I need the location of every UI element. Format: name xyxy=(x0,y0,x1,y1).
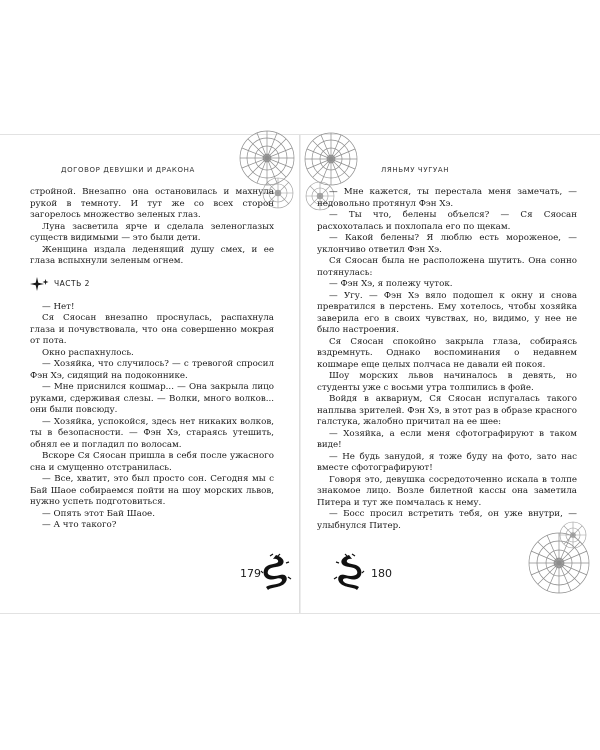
paragraph: — Опять этот Бай Шаое. xyxy=(42,508,155,519)
paragraph: — Какой белены? Я люблю есть мороженое, — уклончиво ответил Фэн Хэ. xyxy=(317,233,577,255)
rosette-ornament xyxy=(303,131,359,187)
paragraph: стройной. Внезапно она остановилась и махнула рукой в темноту. И тут же со всех сторон загорелось множество зеленых глаз. xyxy=(30,187,274,220)
body-text xyxy=(317,187,577,532)
paragraph: Ся Сяосан внезапно проснулась, распахнула глаза и почувствовала, что она совершенно мокрая от пота. xyxy=(30,313,274,346)
paragraph: — Фэн Хэ, я полежу чуток. xyxy=(329,279,453,289)
body-text xyxy=(30,187,274,532)
paragraph: — Босс просил встретить тебя, он уже внутри, — улыбнулся Питер. xyxy=(317,509,577,531)
page-number: 180 xyxy=(371,567,392,580)
paragraph: Луна засветила ярче и сделала зеленоглазых существ видимыми — это были дети. xyxy=(30,221,274,243)
paragraph: — Угу. — Фэн Хэ вяло подошел к окну и снова превратился в перстень. Ему хотелось, чтобы хозяйка заверила его в своих чувствах, но, видимо, у нее не было настроения. xyxy=(317,290,577,335)
paragraph: Женщина издала леденящий душу смех, и ее глаза вспыхнули зеленым огнем. xyxy=(30,244,274,266)
paragraph: — Хозяйка, что случилось? — с тревогой спросил Фэн Хэ, сидящий на подоконнике. xyxy=(30,359,274,381)
dragon-icon xyxy=(333,553,365,593)
right-page xyxy=(301,135,600,613)
paragraph: — Нет! xyxy=(42,301,75,312)
paragraph: — Хозяйка, успокойся, здесь нет никаких волков, ты в безопасности. — Фэн Хэ, стараясь утешить, обнял ее и погладил по волосам. xyxy=(30,416,274,450)
paragraph: — Мне приснился кошмар... — Она закрыла лицо руками, сдерживая слезы. — Волки, много волков... они были повсюду. xyxy=(30,382,274,415)
paragraph: — Не будь занудой, я тоже буду на фото, зато нас вместе сфотографируют! xyxy=(317,451,577,473)
paragraph: Ся Сяосан спокойно закрыла глаза, собираясь вздремнуть. Однако воспоминания о недавнем кошмаре еще целых полчаса не давали ей покоя. xyxy=(317,336,577,370)
paragraph: — Хозяйка, а если меня сфотографируют в таком виде! xyxy=(317,428,577,450)
running-head: ЛЯНЬМУ ЧУГУАН xyxy=(381,166,450,174)
paragraph: Говоря это, девушка сосредоточенно искала в толпе знакомое лицо. Возле билетной кассы она заметила Питера и тут же помчалась к нему. xyxy=(317,474,577,508)
chapter-heading xyxy=(30,276,274,292)
paragraph: Ся Сяосан была не расположена шутить. Она сонно потянулась: xyxy=(317,256,577,278)
running-head: ДОГОВОР ДЕВУШКИ И ДРАКОНА xyxy=(61,166,195,174)
dragon-icon xyxy=(260,553,292,593)
chapter-label: ЧАСТЬ 2 xyxy=(54,278,90,288)
sparkle-icon xyxy=(30,276,50,292)
left-page xyxy=(0,135,299,613)
paragraph: Вскоре Ся Сяосан пришла в себя после ужасного сна и смущенно отстранилась. xyxy=(30,451,274,473)
paragraph: — Мне кажется, ты перестала меня замечать, — недовольно протянул Фэн Хэ. xyxy=(317,187,577,209)
paragraph: — Все, хватит, это был просто сон. Сегодня мы с Бай Шаое собираемся пойти на шоу морских львов, нужно успеть подготовиться. xyxy=(30,474,274,507)
paragraph: — А что такого? xyxy=(42,520,117,530)
paragraph: — Ты что, белены объелся? — Ся Сяосан расхохоталась и похлопала его по щекам. xyxy=(317,210,577,232)
page-number: 179 xyxy=(240,567,261,580)
paragraph: Шоу морских львов начиналось в девять, но студенты уже с восьми утра толпились в фойе. xyxy=(317,371,577,393)
paragraph: Окно распахнулось. xyxy=(42,347,134,358)
paragraph: Войдя в аквариум, Ся Сяосан испугалась такого наплыва зрителей. Фэн Хэ, в этот раз в образе красного галстука, жалобно причитал на ее шее: xyxy=(317,394,577,427)
book-spread xyxy=(0,134,600,614)
